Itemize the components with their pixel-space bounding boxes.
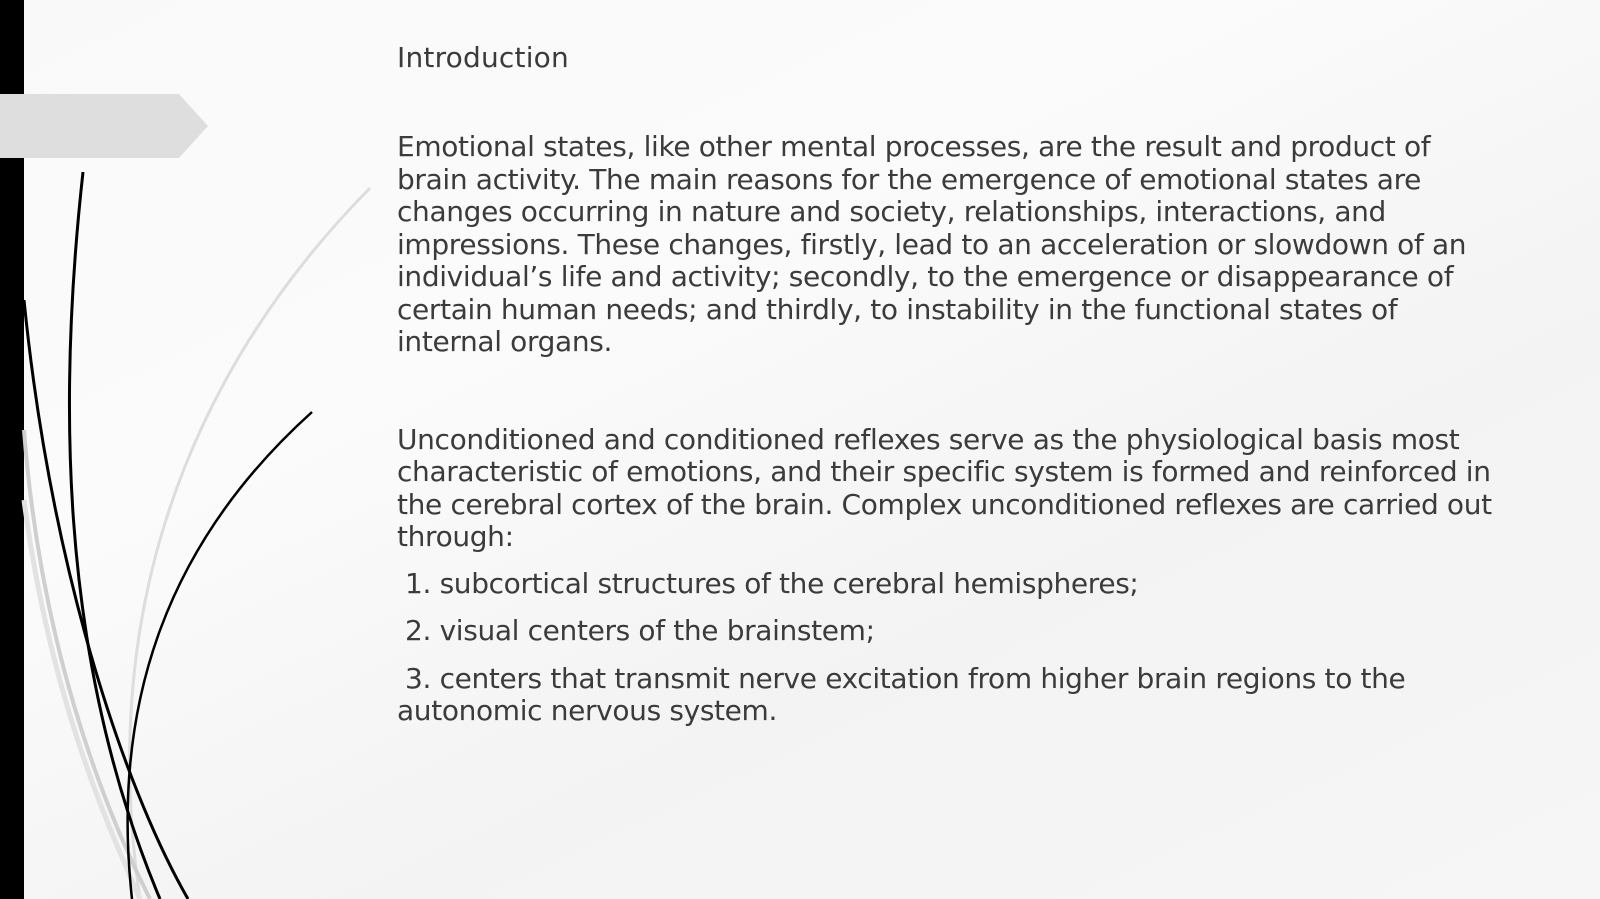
list-item: 3. centers that transmit nerve excitation from higher brain regions to the autonomic nervous system. bbox=[397, 661, 1406, 727]
curve-black-3 bbox=[128, 412, 312, 899]
reflex-structures-list bbox=[397, 568, 1507, 728]
paragraph-reflexes: Unconditioned and conditioned reflexes serve as the physiological basis most characteristic of emotions, and their specific system is formed and reinforced in the cerebral cortex of the brain. Complex unconditioned reflexes are carried out through: bbox=[397, 422, 1492, 553]
slide-heading: Introduction bbox=[397, 41, 569, 74]
curve-black-1 bbox=[69, 172, 160, 899]
list-item: 2. visual centers of the brainstem; bbox=[405, 614, 875, 647]
slide-content bbox=[397, 40, 1507, 743]
curve-light-1 bbox=[130, 188, 370, 899]
paragraph-emotional-states: Emotional states, like other mental processes, are the result and product of brain activity. The main reasons for the emergence of emotional states are changes occurring in nature and society, relationships, interactions, and impressions. These changes, firstly, lead to an acceleration or slowdown of an individual’s life and activity; secondly, to the emergence or disappearance of certain human needs; and thirdly, to instability in the functional states of internal organs. bbox=[397, 130, 1467, 358]
list-item: 1. subcortical structures of the cerebral hemispheres; bbox=[405, 566, 1139, 600]
decorative-curves bbox=[0, 0, 400, 899]
